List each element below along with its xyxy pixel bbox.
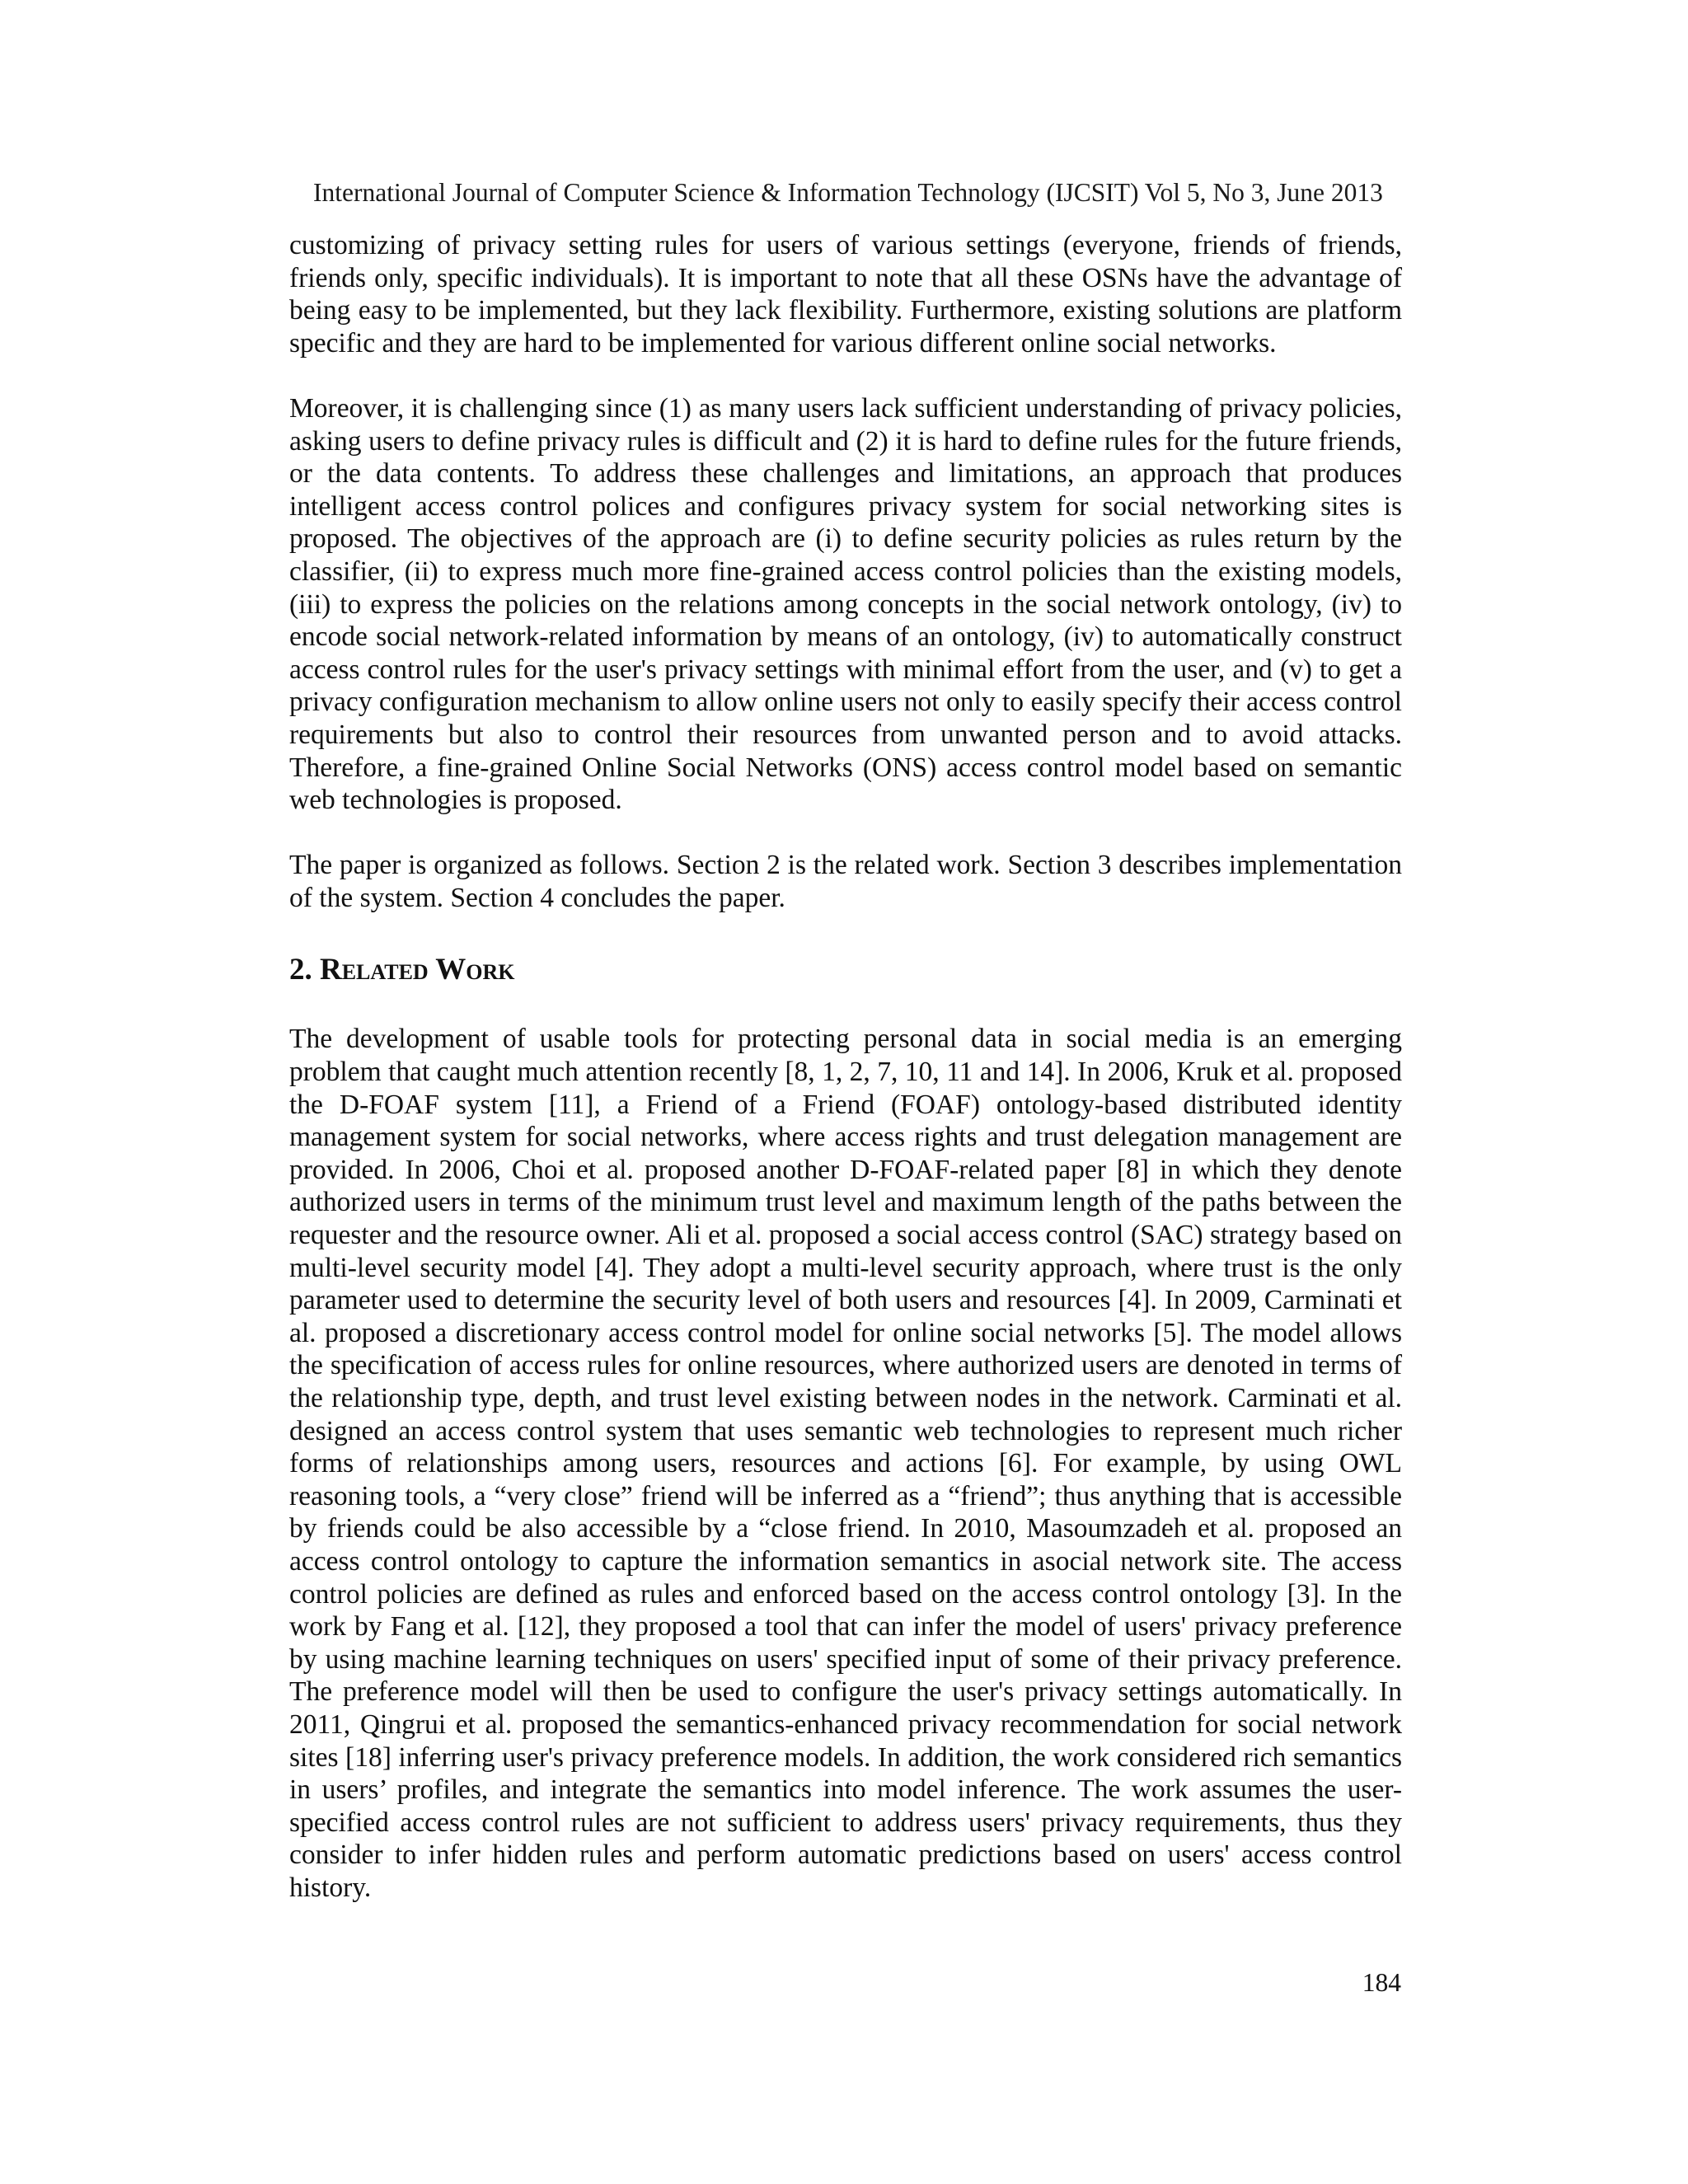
paragraph-organization: The paper is organized as follows. Section 2 is the related work. Section 3 describes implementation of the system. Section 4 concludes the paper. bbox=[289, 850, 1402, 913]
paragraph-privacy-settings: customizing of privacy setting rules for users of various settings (everyone, friends of friends, friends only, specific individuals). It is important to note that all these OSNs have the advantage of being easy to be implemented, but they lack flexibility. Furthermore, existing solutions are platform specific and they are hard to be implemented for various different online social networks. bbox=[289, 230, 1402, 359]
section-heading-related-work: 2. Related Work bbox=[289, 953, 515, 987]
paragraph-related-work: The development of usable tools for protecting personal data in social media is an emerging problem that caught much attention recently [8, 1, 2, 7, 10, 11 and 14]. In 2006, Kruk et al. proposed the D-FOAF system [11], a Friend of a Friend (FOAF) ontology-based distributed identity management system for social networks, where access rights and trust delegation management are provided. In 2006, Choi et al. proposed another D-FOAF-related paper [8] in which they denote authorized users in terms of the minimum trust level and maximum length of the paths between the requester and the resource owner. Ali et al. proposed a social access control (SAC) strategy based on multi-level security model [4]. They adopt a multi-level security approach, where trust is the only parameter used to determine the security level of both users and resources [4]. In 2009, Carminati et al. proposed a discretionary access control model for online social networks [5]. The model allows the specification of access rules for online resources, where authorized users are denoted in terms of the relationship type, depth, and trust level existing between nodes in the network. Carminati et al. designed an access control system that uses semantic web technologies to represent much richer forms of relationships among users, resources and actions [6]. For example, by using OWL reasoning tools, a “very close” friend will be inferred as a “friend”; thus anything that is accessible by friends could be also accessible by a “close friend. In 2010, Masoumzadeh et al. proposed an access control ontology to capture the information semantics in asocial network site. The access control policies are defined as rules and enforced based on the access control ontology [3]. In the work by Fang et al. [12], they proposed a tool that can infer the model of users' privacy preference by using machine learning techniques on users' specified input of some of their privacy preference. The preference model will then be used to configure the user's privacy settings automatically. In 2011, Qingrui et al. proposed the semantics-enhanced privacy recommendation for social network sites [18] inferring user's privacy preference models. In addition, the work considered rich semantics in users’ profiles, and integrate the semantics into model inference. The work assumes the user-specified access control rules are not sufficient to address users' privacy requirements, thus they consider to infer hidden rules and perform automatic predictions based on users' access control history. bbox=[289, 1024, 1402, 1903]
page-number: 184 bbox=[1362, 1968, 1401, 1997]
paragraph-challenges: Moreover, it is challenging since (1) as many users lack sufficient understanding of privacy policies, asking users to define privacy rules is difficult and (2) it is hard to define rules for the future friends, or the data contents. To address these challenges and limitations, an approach that produces intelligent access control polices and configures privacy system for social networking sites is proposed. The objectives of the approach are (i) to define security policies as rules return by the classifier, (ii) to express much more fine-grained access control policies than the existing models, (iii) to express the policies on the relations among concepts in the social network ontology, (iv) to encode social network-related information by means of an ontology, (iv) to automatically construct access control rules for the user's privacy settings with minimal effort from the user, and (v) to get a privacy configuration mechanism to allow online users not only to easily specify their access control requirements but also to control their resources from unwanted person and to avoid attacks. Therefore, a fine-grained Online Social Networks (ONS) access control model based on semantic web technologies is proposed. bbox=[289, 392, 1402, 816]
running-header: International Journal of Computer Science & Information Technology (IJCSIT) Vol 5, No 3, June 2013 bbox=[313, 178, 1383, 207]
body-column bbox=[289, 229, 1402, 1905]
